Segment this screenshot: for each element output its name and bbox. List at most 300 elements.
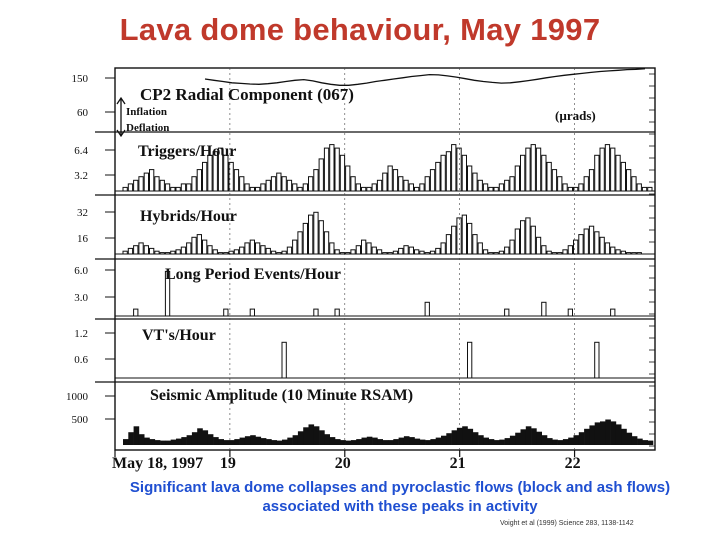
data-bar [351, 250, 355, 254]
data-bar [340, 155, 344, 191]
rsam-bar [192, 432, 198, 445]
data-bar [404, 246, 408, 254]
data-bar [515, 229, 519, 254]
source-citation: Voight et al (1999) Science 283, 1138-1142 [500, 520, 634, 527]
rsam-bar [224, 440, 230, 445]
rsam-bar [568, 438, 574, 445]
y-tick-label: 6.0 [74, 265, 88, 277]
data-bar [600, 237, 604, 254]
data-bar [171, 187, 175, 191]
rsam-bar [642, 440, 648, 445]
rsam-bar [229, 440, 235, 445]
panel-label: VT's/Hour [142, 327, 216, 344]
data-bar [192, 237, 196, 254]
data-bar [250, 309, 254, 316]
data-bar [181, 184, 185, 191]
data-bar [282, 342, 286, 378]
data-bar [446, 152, 450, 191]
rsam-bar [139, 434, 145, 445]
rsam-bar [468, 429, 474, 445]
rsam-bar [616, 424, 622, 445]
data-bar [627, 170, 631, 191]
data-bar [621, 162, 625, 191]
data-bar [356, 184, 360, 191]
rsam-bar [240, 438, 246, 445]
data-bar [574, 240, 578, 254]
rsam-bar [324, 434, 330, 445]
data-bar [165, 184, 169, 191]
data-bar [139, 177, 143, 191]
x-tick-label: May 18, 1997 [112, 455, 204, 472]
data-bar [250, 240, 254, 254]
data-bar [632, 177, 636, 191]
rsam-bar [176, 439, 182, 445]
rsam-bar [298, 431, 304, 445]
data-bar [134, 246, 138, 254]
slide-title: Lava dome behaviour, May 1997 [119, 12, 601, 47]
rsam-bar [621, 429, 627, 445]
data-bar [499, 184, 503, 191]
rsam-bar [632, 436, 638, 445]
data-bar [558, 177, 562, 191]
rsam-bar [415, 439, 421, 445]
data-bar [362, 240, 366, 254]
data-bar [293, 184, 297, 191]
data-bar [203, 240, 207, 254]
data-bar [483, 184, 487, 191]
data-bar [229, 162, 233, 191]
chart-panels [66, 69, 655, 445]
data-bar [552, 170, 556, 191]
rsam-bar [266, 439, 272, 445]
data-bar [144, 173, 148, 191]
rsam-bar [489, 439, 495, 445]
rsam-bar [409, 437, 415, 445]
data-bar [319, 159, 323, 191]
data-bar [277, 173, 281, 191]
rsam-bar [595, 422, 601, 445]
panel-long_period [74, 265, 655, 316]
rsam-bar [377, 439, 383, 445]
rsam-bar [420, 440, 426, 445]
data-bar [324, 148, 328, 191]
data-bar [441, 243, 445, 254]
rsam-bar [293, 435, 299, 445]
rsam-bar [282, 440, 288, 445]
data-bar [568, 187, 572, 191]
rsam-bar [171, 440, 177, 445]
panel-triggers [74, 143, 655, 191]
data-bar [181, 247, 185, 254]
data-bar [287, 247, 291, 254]
data-bar [309, 177, 313, 191]
inflation-deflation-arrow [117, 98, 125, 136]
data-bar [187, 243, 191, 254]
slide-caption: Significant lava dome collapses and pyroclastic flows (block and ash flows) associated with these peaks in activity [129, 479, 671, 515]
data-bar [605, 145, 609, 191]
data-bar [203, 162, 207, 191]
data-bar [314, 309, 318, 316]
data-bar [399, 177, 403, 191]
data-bar [298, 187, 302, 191]
y-tick-label: 60 [77, 107, 88, 119]
y-tick-label: 0.6 [74, 354, 88, 366]
data-bar [579, 235, 583, 254]
data-bar [388, 166, 392, 191]
rsam-bar [203, 430, 209, 445]
data-bar [372, 247, 376, 254]
y-tick-label: 150 [71, 73, 88, 85]
rsam-bar [494, 440, 500, 445]
rsam-bar [340, 440, 346, 445]
data-bar [309, 215, 313, 254]
rsam-bar [526, 426, 532, 445]
data-bar [611, 247, 615, 254]
rsam-bar [187, 435, 193, 445]
data-bar [261, 184, 265, 191]
data-bar [330, 145, 334, 191]
rsam-bar [589, 425, 595, 445]
rsam-bar [346, 441, 352, 445]
data-bar [139, 243, 143, 254]
data-bar [393, 170, 397, 191]
data-bar [547, 162, 551, 191]
data-bar [505, 247, 509, 254]
rsam-bar [330, 437, 336, 445]
data-bar [367, 187, 371, 191]
data-bar [468, 223, 472, 254]
rsam-bar [563, 439, 569, 445]
data-bar [362, 187, 366, 191]
rsam-bar [150, 439, 156, 445]
rsam-bar [441, 436, 447, 445]
data-bar [648, 187, 652, 191]
data-bar [303, 184, 307, 191]
data-bar [531, 145, 535, 191]
data-bar [240, 177, 244, 191]
rsam-bar [483, 438, 489, 445]
data-bar [176, 187, 180, 191]
rsam-bar [128, 432, 134, 445]
data-bar [446, 235, 450, 254]
rsam-bar [234, 439, 240, 445]
rsam-bar [155, 440, 161, 445]
data-bar [489, 187, 493, 191]
rsam-bar [367, 437, 373, 445]
rsam-bar [309, 424, 315, 445]
rsam-bar [218, 439, 224, 445]
rsam-bar [287, 438, 293, 445]
data-bar [192, 177, 196, 191]
x-tick-label: 20 [334, 455, 351, 472]
rsam-bar [123, 439, 129, 445]
data-bar [409, 247, 413, 254]
data-bar [478, 243, 482, 254]
data-bar [536, 237, 540, 254]
rsam-bar [430, 439, 436, 445]
rsam-bar [536, 432, 542, 445]
data-bar [404, 180, 408, 191]
rsam-bar [335, 439, 341, 445]
data-bar [542, 302, 546, 316]
rsam-bar [611, 421, 617, 445]
y-tick-label: 6.4 [74, 145, 88, 157]
data-bar [383, 173, 387, 191]
data-bar [351, 177, 355, 191]
rsam-bar [271, 440, 277, 445]
rsam-bar [515, 433, 521, 445]
data-bar [462, 155, 466, 191]
data-bar [399, 248, 403, 254]
rsam-bar [160, 441, 166, 445]
data-bar [356, 246, 360, 254]
data-bar [250, 187, 254, 191]
rsam-bar [574, 435, 580, 445]
data-bar [187, 184, 191, 191]
x-axis [112, 450, 581, 472]
data-bar [505, 309, 509, 316]
data-bar [367, 243, 371, 254]
data-bar [430, 170, 434, 191]
data-bar [542, 155, 546, 191]
panel-label: Seismic Amplitude (10 Minute RSAM) [150, 387, 414, 404]
data-bar [468, 342, 472, 378]
data-bar [330, 243, 334, 254]
data-bar [436, 248, 440, 254]
rsam-bar [356, 439, 362, 445]
rsam-bar [584, 429, 590, 445]
data-bar [224, 155, 228, 191]
data-bar [584, 177, 588, 191]
data-bar [425, 177, 429, 191]
data-bar [510, 177, 514, 191]
rsam-bar [446, 433, 452, 445]
rsam-bar [457, 428, 463, 445]
data-bar [266, 180, 270, 191]
data-bar [425, 302, 429, 316]
data-bar [234, 170, 238, 191]
panel-label: CP2 Radial Component (067) [140, 85, 354, 104]
rsam-bar [362, 438, 368, 445]
data-bar [144, 246, 148, 254]
data-bar [579, 184, 583, 191]
data-bar [372, 184, 376, 191]
rsam-bar [637, 439, 643, 445]
data-bar [256, 187, 260, 191]
data-bar [197, 170, 201, 191]
data-bar [245, 243, 249, 254]
data-bar [521, 221, 525, 254]
data-bar [589, 170, 593, 191]
rsam-bar [319, 430, 325, 445]
data-bar [452, 145, 456, 191]
data-bar [436, 162, 440, 191]
data-bar [457, 148, 461, 191]
data-bar [595, 342, 599, 378]
data-bar [542, 246, 546, 254]
rsam-bar [425, 440, 431, 445]
data-bar [420, 184, 424, 191]
y-tick-label: 32 [77, 207, 88, 219]
rsam-bar [383, 440, 389, 445]
data-bar [584, 229, 588, 254]
panel-label: Triggers/Hour [138, 143, 237, 160]
data-bar [468, 166, 472, 191]
data-bar [150, 248, 154, 254]
rsam-bar [372, 438, 378, 445]
panel-vt [74, 327, 655, 378]
rsam-bar [399, 438, 405, 445]
data-bar [213, 250, 217, 254]
data-bar [335, 309, 339, 316]
rsam-bar [510, 436, 516, 445]
rsam-bar [600, 421, 606, 445]
y-tick-label: 16 [77, 233, 88, 245]
rsam-bar [213, 437, 219, 445]
data-bar [293, 240, 297, 254]
rsam-bar [250, 435, 256, 445]
data-bar [160, 180, 164, 191]
data-bar [409, 184, 413, 191]
rsam-bar [558, 440, 564, 445]
y-tick-label: 3.2 [74, 170, 88, 182]
y-tick-label: 1000 [66, 391, 88, 403]
data-bar [234, 250, 238, 254]
data-bar [128, 248, 132, 254]
data-bar [600, 148, 604, 191]
data-bar [526, 148, 530, 191]
data-bar [595, 232, 599, 254]
data-bar [314, 170, 318, 191]
y-tick-label: 1.2 [74, 328, 88, 340]
panel-hybrids [77, 207, 655, 254]
data-bar [415, 250, 419, 254]
data-bar [568, 309, 572, 316]
rsam-bar [547, 438, 553, 445]
data-bar [574, 187, 578, 191]
tilt-line [205, 69, 645, 86]
data-bar [155, 177, 159, 191]
data-bar [128, 184, 132, 191]
data-bar [510, 240, 514, 254]
data-bar [208, 246, 212, 254]
rsam-bar [579, 432, 585, 445]
data-bar [335, 148, 339, 191]
data-bar [298, 232, 302, 254]
data-bar [208, 155, 212, 191]
data-bar [245, 184, 249, 191]
data-bar [478, 180, 482, 191]
data-bar [256, 243, 260, 254]
data-bar [515, 166, 519, 191]
data-bar [197, 235, 201, 254]
data-bar [261, 246, 265, 254]
rsam-bar [208, 434, 214, 445]
data-bar [611, 148, 615, 191]
data-bar [462, 215, 466, 254]
data-bar [536, 148, 540, 191]
x-tick-label: 19 [219, 455, 236, 472]
rsam-bar [197, 428, 203, 445]
data-bar [473, 173, 477, 191]
rsam-bar [134, 426, 140, 445]
data-bar [563, 184, 567, 191]
data-bar [150, 170, 154, 191]
rsam-bar [165, 441, 171, 445]
y-tick-label: 3.0 [74, 292, 88, 304]
panel-label: Long Period Events/Hour [165, 266, 342, 283]
data-bar [452, 226, 456, 254]
data-bar [134, 309, 138, 316]
data-bar [589, 226, 593, 254]
data-bar [611, 309, 615, 316]
rsam-bar [351, 440, 357, 445]
rsam-bar [181, 437, 187, 445]
rsam-bar [605, 420, 611, 446]
x-tick-label: 22 [564, 455, 581, 472]
data-bar [324, 232, 328, 254]
rsam-bar [499, 440, 505, 445]
rsam-bar [531, 428, 537, 445]
rsam-bar [473, 432, 479, 445]
data-bar [457, 218, 461, 254]
panel-label: Hybrids/Hour [140, 208, 237, 225]
rsam-bar [521, 429, 527, 445]
data-bar [176, 250, 180, 254]
data-bar [287, 180, 291, 191]
y-tick-label: 500 [71, 414, 88, 426]
rsam-bar [245, 436, 251, 445]
rsam-bar [505, 438, 511, 445]
data-bar [224, 309, 228, 316]
data-bar [494, 187, 498, 191]
data-bar [319, 221, 323, 254]
data-bar [616, 155, 620, 191]
data-bar [346, 166, 350, 191]
data-bar [595, 155, 599, 191]
rsam-bar [388, 440, 394, 445]
rsam-bar [256, 437, 262, 445]
rsam-bar [552, 440, 558, 445]
rsam-bar [436, 438, 442, 445]
data-bar [441, 155, 445, 191]
data-bar [266, 248, 270, 254]
data-bar [271, 177, 275, 191]
deflation-label: Deflation [126, 122, 170, 134]
data-bar [473, 235, 477, 254]
rsam-bar [627, 433, 633, 445]
rsam-bar [542, 435, 548, 445]
data-bar [505, 180, 509, 191]
inflation-label: Inflation [126, 106, 167, 118]
data-bar [531, 226, 535, 254]
rsam-bar [393, 439, 399, 445]
data-bar [642, 187, 646, 191]
data-bar [616, 250, 620, 254]
rsam-bar [462, 426, 468, 445]
data-bar [637, 184, 641, 191]
data-bar [415, 187, 419, 191]
data-bar [282, 177, 286, 191]
rsam-bar [303, 427, 309, 445]
data-bar [605, 243, 609, 254]
data-bar [314, 212, 318, 254]
data-bar [335, 250, 339, 254]
data-bar [526, 218, 530, 254]
x-tick-label: 21 [449, 455, 466, 472]
rsam-bar [404, 436, 410, 445]
rsam-bar [144, 438, 150, 445]
